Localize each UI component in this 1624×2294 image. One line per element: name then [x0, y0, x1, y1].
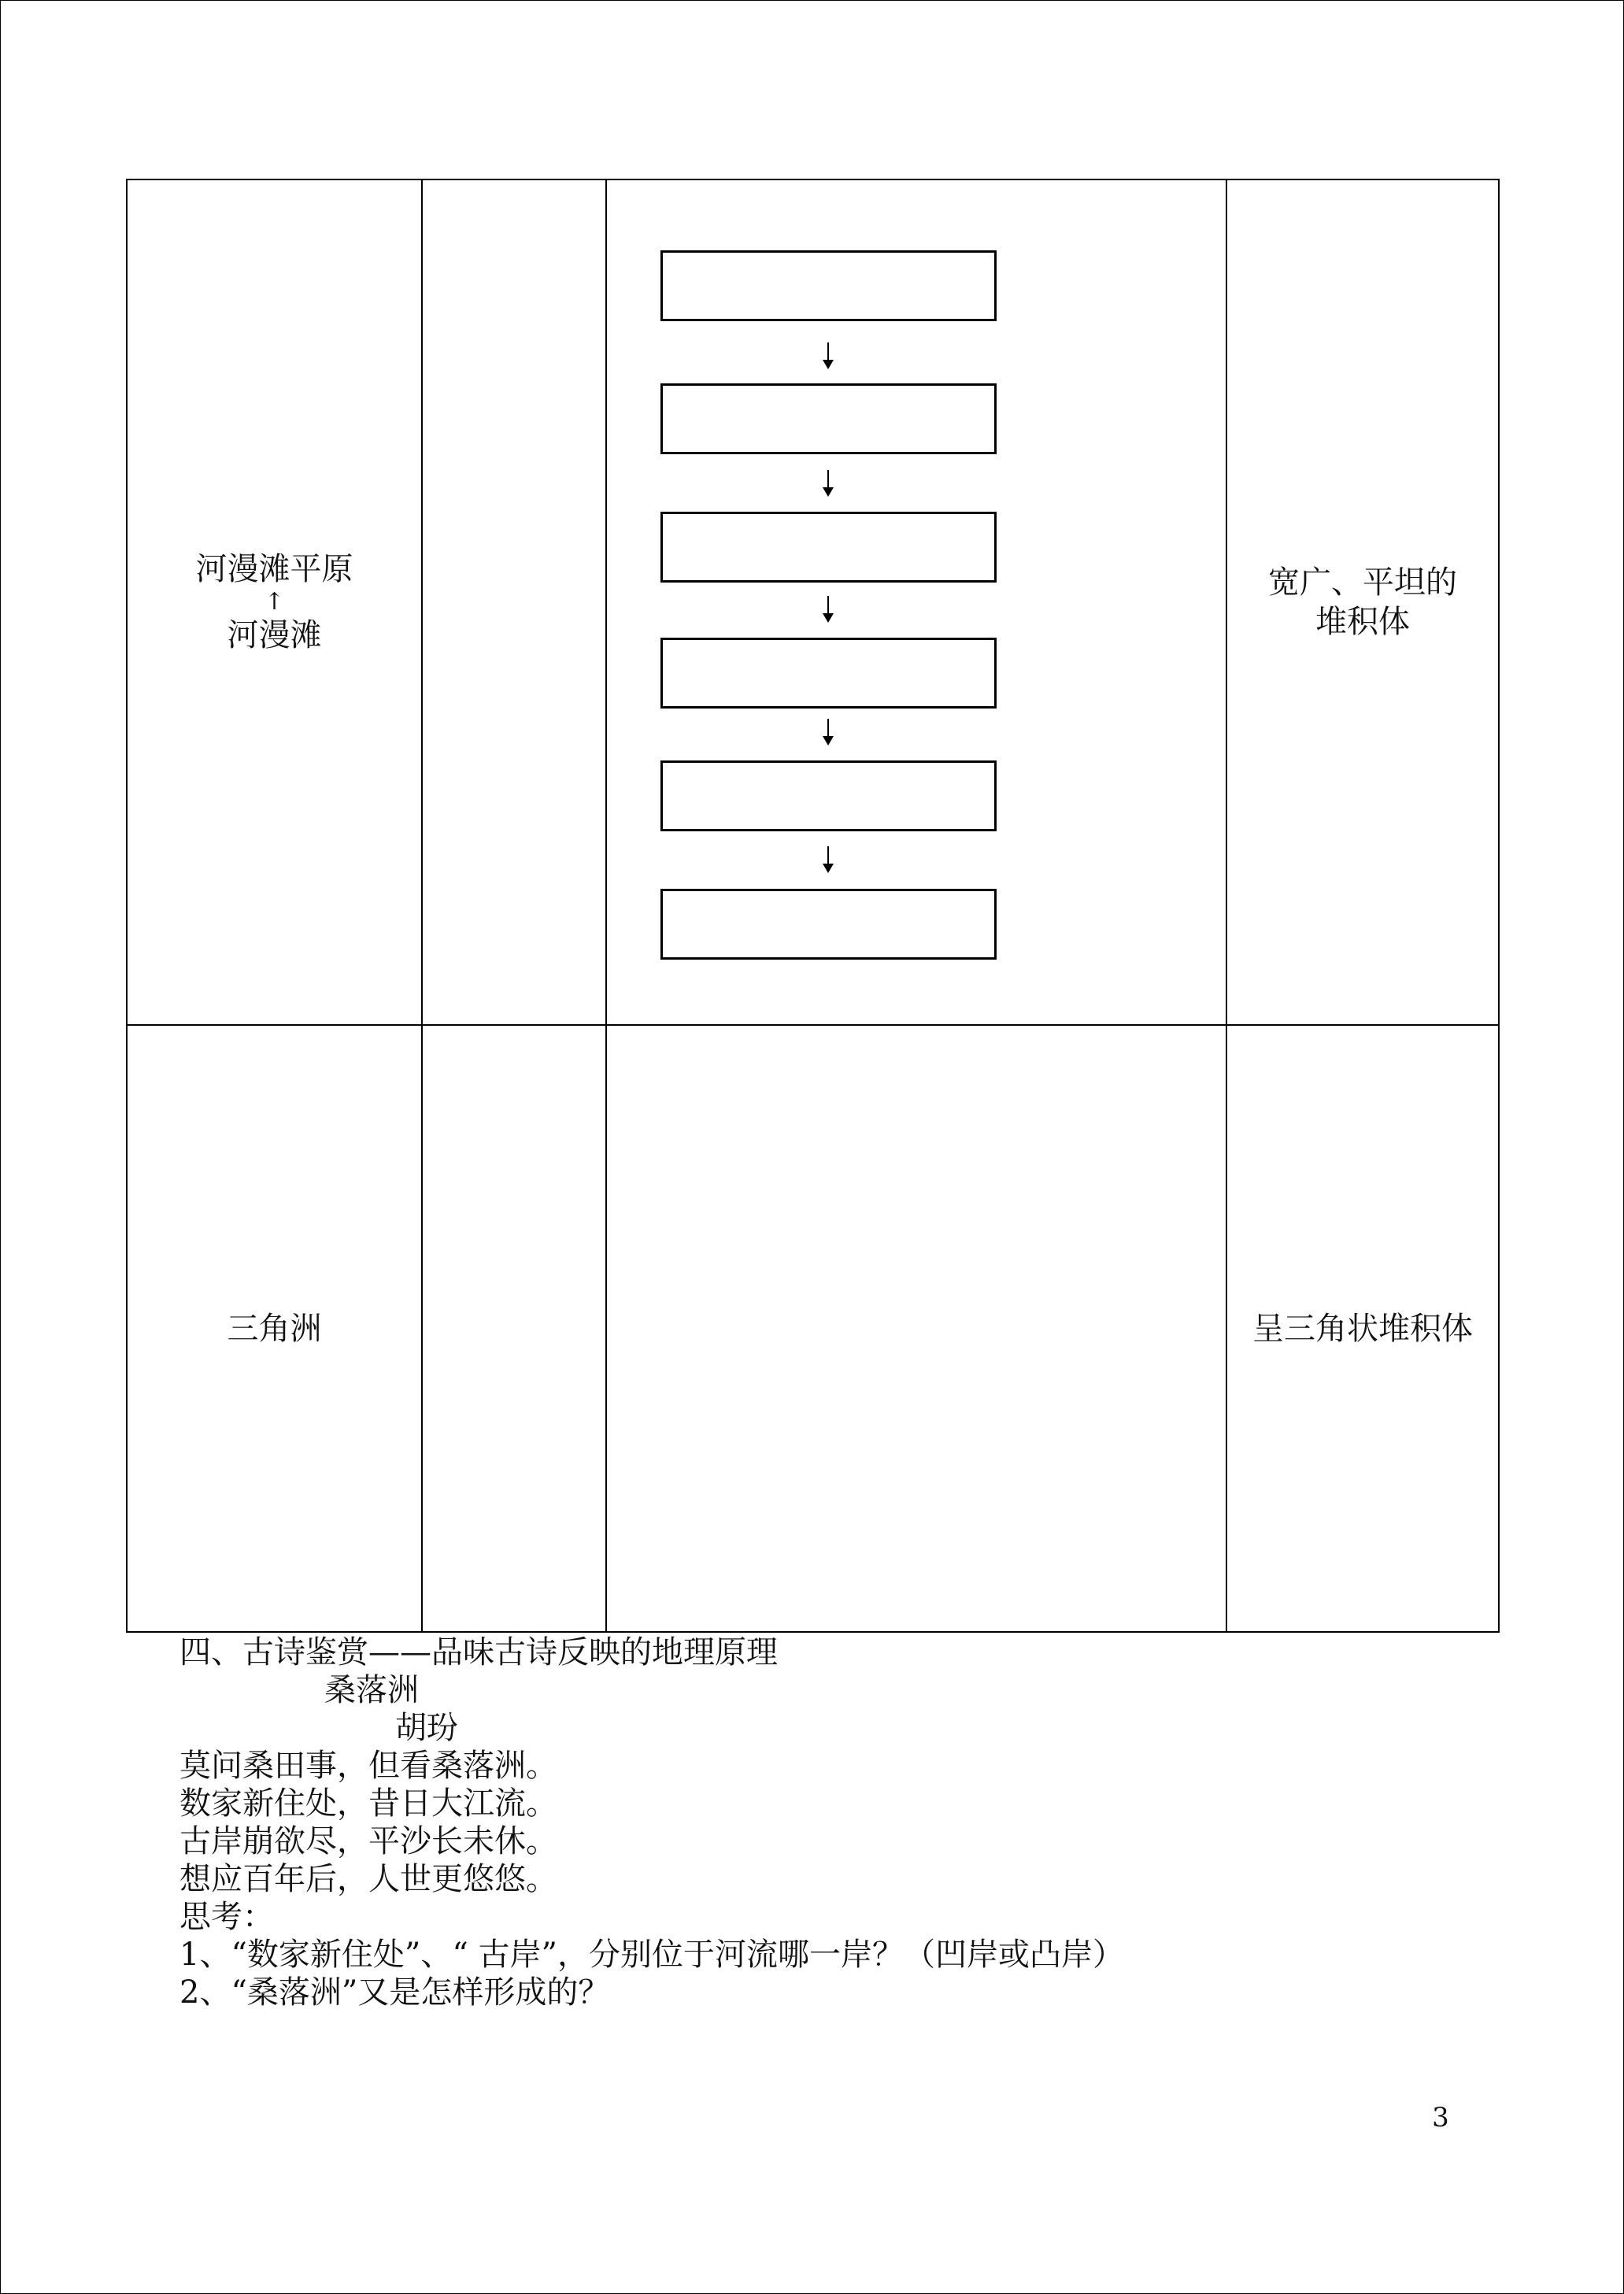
poem-line-4: 想应百年后，人世更悠悠。: [179, 1861, 557, 1897]
flow-step-box-3[interactable]: [660, 512, 997, 583]
feature-line-1: 宽广、平坦的: [1268, 564, 1457, 601]
poem-title: 桑落洲: [324, 1672, 419, 1708]
landform-cell-delta: 三角洲: [127, 1025, 422, 1632]
poem-author: 胡玢: [395, 1710, 458, 1746]
down-arrow-icon: [827, 846, 830, 873]
down-arrow-icon: [827, 596, 830, 623]
poem-line-2: 数家新住处，昔日大江流。: [179, 1785, 557, 1822]
poem-section: [179, 1634, 1439, 2011]
landform-top-label: 河漫滩平原: [195, 551, 353, 587]
flow-step-box-2[interactable]: [660, 383, 997, 454]
table-row-delta: [127, 1025, 1499, 1632]
up-arrow-icon: ↑: [264, 588, 285, 616]
section-heading: 四、古诗鉴赏——品味古诗反映的地理原理: [179, 1634, 778, 1671]
down-arrow-icon: [827, 719, 830, 746]
feature-cell-delta: 呈三角状堆积体: [1226, 1025, 1499, 1632]
process-cell-delta[interactable]: [422, 1025, 606, 1632]
flowchart-cell: [606, 179, 1226, 1025]
process-cell[interactable]: [422, 179, 606, 1025]
landform-bottom-label: 河漫滩: [227, 617, 322, 653]
table-row-floodplain: [127, 179, 1499, 1025]
flow-step-box-5[interactable]: [660, 760, 997, 831]
question-2: 2、“桑落洲”又是怎样形成的？: [179, 1974, 610, 2011]
flow-step-box-1[interactable]: [660, 250, 997, 321]
question-1: 1、“数家新住处”、“ 古岸”，分别位于河流哪一岸？（凹岸或凸岸）: [179, 1937, 1124, 1973]
diagram-cell-delta[interactable]: [606, 1025, 1226, 1632]
flow-step-box-4[interactable]: [660, 638, 997, 709]
feature-line-2: 堆积体: [1315, 604, 1410, 640]
landform-cell: [127, 179, 422, 1025]
poem-line-3: 古岸崩欲尽，平沙长未休。: [179, 1823, 557, 1859]
landform-table: [126, 179, 1500, 1633]
feature-cell: [1226, 179, 1499, 1025]
think-label: 思考：: [179, 1899, 274, 1935]
poem-line-1: 莫问桑田事，但看桑落洲。: [179, 1748, 557, 1784]
flow-step-box-6[interactable]: [660, 889, 997, 960]
page-number: 3: [1432, 2102, 1449, 2133]
down-arrow-icon: [827, 470, 830, 497]
down-arrow-icon: [827, 342, 830, 369]
